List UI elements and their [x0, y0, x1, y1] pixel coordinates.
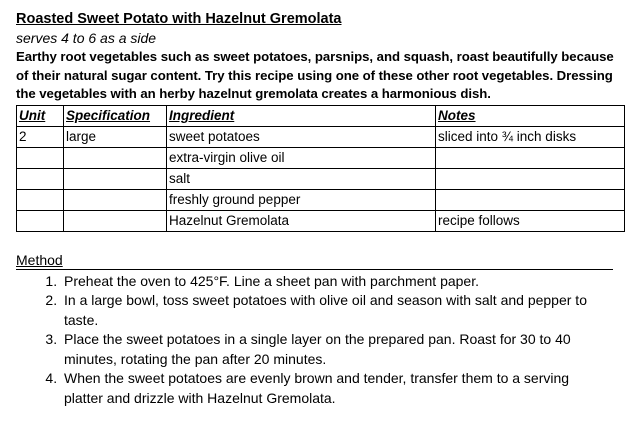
table-row [17, 210, 625, 231]
header-specification: Specification [64, 105, 167, 126]
method-step: 1. Preheat the oven to 425°F. Line a sheet pan with parchment paper. [61, 272, 601, 292]
ingredients-header-row [17, 105, 625, 126]
method-step: 3. Place the sweet potatoes in a single layer on the prepared pan. Roast for 30 to 40 minutes, rotating the pan after 20 minutes. [61, 330, 601, 369]
method-step: 2. In a large bowl, toss sweet potatoes with olive oil and season with salt and pepper to taste. [61, 291, 601, 330]
cell-unit [17, 210, 64, 231]
header-unit: Unit [17, 105, 64, 126]
header-ingredient: Ingredient [167, 105, 436, 126]
cell-notes [436, 189, 625, 210]
cell-notes: recipe follows [436, 210, 625, 231]
cell-notes [436, 147, 625, 168]
table-row [17, 168, 625, 189]
cell-specification [64, 147, 167, 168]
table-row [17, 189, 625, 210]
cell-unit: 2 [17, 126, 64, 147]
cell-unit [17, 147, 64, 168]
cell-specification: large [64, 126, 167, 147]
cell-notes: sliced into ¾ inch disks [436, 126, 625, 147]
cell-specification [64, 189, 167, 210]
ingredients-table [16, 105, 625, 232]
cell-ingredient: freshly ground pepper [167, 189, 436, 210]
cell-specification [64, 210, 167, 231]
method-step: 4. When the sweet potatoes are evenly brown and tender, transfer them to a serving platter and drizzle with Hazelnut Gremolata. [61, 369, 601, 408]
cell-ingredient: extra-virgin olive oil [167, 147, 436, 168]
cell-specification [64, 168, 167, 189]
table-row [17, 126, 625, 147]
cell-unit [17, 168, 64, 189]
table-row [17, 147, 625, 168]
cell-ingredient: salt [167, 168, 436, 189]
servings-note: serves 4 to 6 as a side [16, 30, 157, 46]
method-heading-label: Method [16, 251, 63, 268]
cell-ingredient: sweet potatoes [167, 126, 436, 147]
cell-ingredient: Hazelnut Gremolata [167, 210, 436, 231]
cell-notes [436, 168, 625, 189]
method-steps [16, 272, 601, 409]
recipe-document [16, 10, 626, 408]
recipe-intro: Earthy root vegetables such as sweet potatoes, parsnips, and squash, roast beautifully because of their natural sugar content. Try this recipe using one of these other root vegetables. Dressing the vegetables with an herby hazelnut gremolata creates a harmonious dish. [16, 49, 614, 101]
header-notes: Notes [436, 105, 625, 126]
cell-unit [17, 189, 64, 210]
recipe-title: Roasted Sweet Potato with Hazelnut Gremolata [16, 11, 342, 27]
method-heading [16, 251, 613, 270]
